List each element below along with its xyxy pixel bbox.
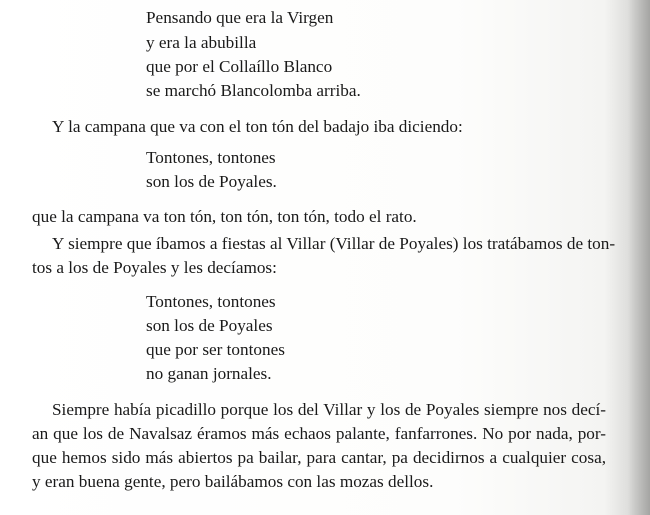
paragraph-ton-ton: que la campana va ton tón, ton tón, ton tón, todo el rato. (32, 207, 417, 226)
paragraph-picadillo-line-3: que hemos sido más abiertos pa bailar, para cantar, pa decidirnos a cualquier cosa, (32, 448, 606, 467)
stanza-1-line-2: y era la abubilla (146, 33, 257, 52)
stanza-3-line-2: son los de Poyales (146, 316, 273, 335)
stanza-1-line-3: que por el Collaíllo Blanco (146, 57, 333, 76)
stanza-3-line-1: Tontones, tontones (146, 292, 276, 311)
paragraph-picadillo-line-4: y eran buena gente, pero bailábamos con las mozas dellos. (32, 472, 434, 491)
paragraph-campana: Y la campana que va con el ton tón del badajo iba diciendo: (52, 117, 463, 136)
page-spine-shadow (628, 0, 650, 515)
stanza-3-line-3: que por ser tontones (146, 340, 285, 359)
stanza-3-line-4: no ganan jornales. (146, 364, 272, 383)
stanza-2-line-1: Tontones, tontones (146, 148, 276, 167)
stanza-2-line-2: son los de Poyales. (146, 172, 277, 191)
paragraph-picadillo-line-1: Siempre había picadillo porque los del Villar y los de Poyales siempre nos decí- (52, 400, 606, 419)
paragraph-picadillo-line-2: an que los de Navalsaz éramos más echaos palante, fanfarrones. No por nada, por- (32, 424, 606, 443)
stanza-1-line-1: Pensando que era la Virgen (146, 8, 334, 27)
paragraph-fiestas-line-1: Y siempre que íbamos a fiestas al Villar (Villar de Poyales) los tratábamos de ton- (52, 234, 616, 253)
stanza-1-line-4: se marchó Blancolomba arriba. (146, 81, 361, 100)
paragraph-fiestas-line-2: tos a los de Poyales y les decíamos: (32, 258, 277, 277)
